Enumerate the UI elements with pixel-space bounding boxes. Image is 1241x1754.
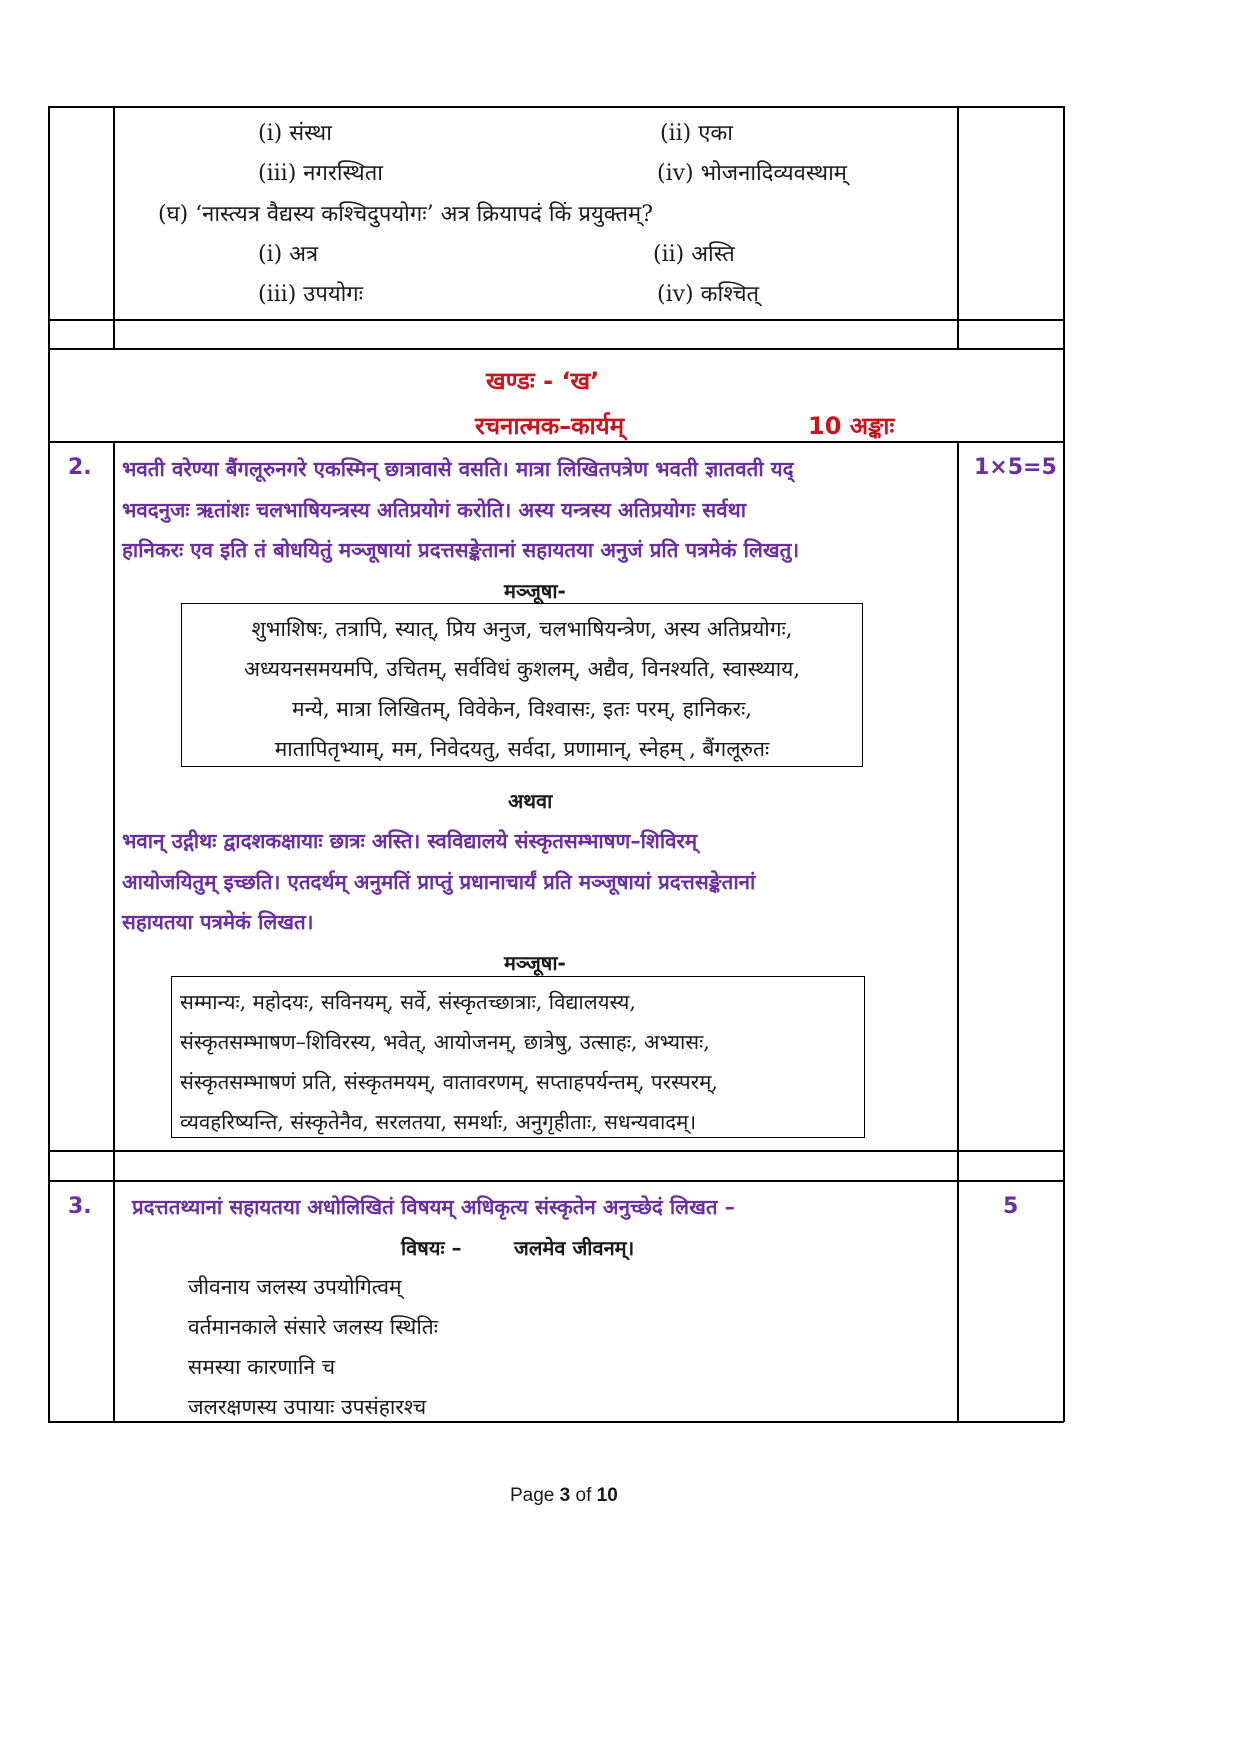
q2-line-1: भवती वरेण्या बैंगलूरुनगरे एकस्मिन् छात्रावासे वसति। मात्रा लिखितपत्रेण भवती ज्ञातवती यद् bbox=[122, 457, 794, 481]
q2-line-3: हानिकरः एव इति तं बोधयितुं मञ्जूषायां प्रदत्तसङ्केतानां सहायतया अनुजं प्रति पत्रमेकं लिखतु। bbox=[122, 538, 800, 562]
question-gha: (घ) ‘नास्त्यत्र वैद्यस्य कश्चिदुपयोगः’ अत्र क्रियापदं किं प्रयुक्तम्? bbox=[158, 202, 653, 227]
q2-line-2: भवदनुजः ऋतांशः चलभाषियन्त्रस्य अतिप्रयोगं करोति। अस्य यन्त्रस्य अतिप्रयोगः सर्वथा bbox=[122, 498, 747, 522]
table-border-right bbox=[1063, 106, 1065, 1422]
or-label: अथवा bbox=[508, 789, 553, 813]
q3-point-3: समस्या कारणानि च bbox=[188, 1355, 336, 1379]
box2-line-1: सम्मान्यः, महोदयः, सविनयम्, सर्वे, संस्कृतच्छात्राः, विद्यालयस्य, bbox=[180, 990, 636, 1014]
option-d-1: (i) अत्र bbox=[258, 242, 319, 267]
option-d-2: (ii) अस्ति bbox=[653, 242, 735, 267]
q2-alt-line-1: भवान् उद्गीथः द्वादशकक्षायाः छात्रः अस्ति। स्वविद्यालये संस्कृतसम्भाषण–शिविरम् bbox=[122, 829, 698, 853]
row-sep-1 bbox=[48, 319, 1064, 321]
box2-line-4: व्यवहरिष्यन्ति, संस्कृतेनैव, सरलतया, समर्थाः, अनुगृहीताः, सधन्यवादम्। bbox=[180, 1110, 697, 1134]
option-d-3: (iii) उपयोगः bbox=[258, 282, 364, 307]
box1-line-4: मातापितृभ्याम्, मम, निवेदयतु, सर्वदा, प्रणामान्, स्नेहम् , बैंगलूरुतः bbox=[274, 737, 770, 761]
q3-topic-label: विषयः – bbox=[401, 1236, 462, 1260]
q3-prompt: प्रदत्ततथ्यानां सहायतया अधोलिखितं विषयम् अधिकृत्य संस्कृतेन अनुच्छेदं लिखत – bbox=[132, 1195, 735, 1219]
option-c-4: (iv) भोजनादिव्यवस्थाम् bbox=[657, 161, 847, 186]
q2-number: 2. bbox=[68, 455, 92, 480]
q3-point-4: जलरक्षणस्य उपायाः उपसंहारश्च bbox=[188, 1395, 427, 1419]
row-sep-2 bbox=[48, 348, 1064, 350]
section-marks: 10 अङ्काः bbox=[808, 412, 895, 440]
row-sep-4 bbox=[48, 1150, 1064, 1152]
footer-total: 10 bbox=[596, 1485, 618, 1506]
q2-alt-line-2: आयोजयितुम् इच्छति। एतदर्थम् अनुमतिं प्राप्तुं प्रधानाचार्यं प्रति मञ्जूषायां प्रदत्तसङ्केतानां bbox=[122, 870, 756, 894]
col-sep-1b bbox=[113, 441, 115, 1422]
col-sep-2a bbox=[957, 106, 959, 349]
footer-page-num: 3 bbox=[559, 1485, 571, 1506]
col-sep-1a bbox=[113, 106, 115, 349]
q3-marks: 5 bbox=[1003, 1194, 1019, 1219]
box2-title: मञ्जूषा- bbox=[504, 951, 566, 975]
q3-point-2: वर्तमानकाले संसारे जलस्य स्थितिः bbox=[188, 1315, 438, 1339]
box2-line-2: संस्कृतसम्भाषण–शिविरस्य, भवेत्, आयोजनम्, छात्रेषु, उत्साहः, अभ्यासः, bbox=[180, 1030, 710, 1054]
section-subtitle: रचनात्मक–कार्यम् bbox=[475, 412, 625, 440]
q2-alt-line-3: सहायतया पत्रमेकं लिखत। bbox=[122, 910, 314, 934]
box1-line-1: शुभाशिषः, तत्रापि, स्यात्, प्रिय अनुज, चलभाषियन्त्रेण, अस्य अतिप्रयोगः, bbox=[251, 617, 793, 641]
table-border-left bbox=[48, 106, 50, 1422]
box1-line-2: अध्ययनसमयमपि, उचितम्, सर्वविधं कुशलम्, अद्यैव, विनश्यति, स्वास्थ्याय, bbox=[243, 657, 800, 681]
table-border-bottom bbox=[48, 1421, 1064, 1423]
option-d-4: (iv) कश्चित् bbox=[657, 282, 760, 307]
row-sep-5 bbox=[48, 1180, 1064, 1182]
q3-point-1: जीवनाय जलस्य उपयोगित्वम् bbox=[188, 1275, 402, 1299]
table-border-top bbox=[48, 106, 1064, 108]
option-c-1: (i) संस्था bbox=[258, 121, 332, 146]
q3-topic: जलमेव जीवनम्। bbox=[514, 1236, 635, 1260]
box1-line-3: मन्ये, मात्रा लिखितम्, विवेकेन, विश्वासः, इतः परम्, हानिकरः, bbox=[292, 697, 752, 721]
option-c-2: (ii) एका bbox=[660, 121, 733, 146]
page-footer bbox=[510, 1485, 618, 1507]
footer-page-word: Page bbox=[510, 1485, 555, 1506]
col-sep-2b bbox=[957, 441, 959, 1422]
footer-of-word: of bbox=[575, 1485, 592, 1506]
box1-title: मञ्जूषा- bbox=[504, 579, 566, 603]
box2-line-3: संस्कृतसम्भाषणं प्रति, संस्कृतमयम्, वातावरणम्, सप्ताहपर्यन्तम्, परस्परम्, bbox=[180, 1070, 718, 1094]
q2-marks: 1×5=5 bbox=[974, 455, 1057, 480]
option-c-3: (iii) नगरस्थिता bbox=[258, 161, 383, 186]
section-title: खण्डः - ‘ख’ bbox=[486, 367, 600, 395]
q3-number: 3. bbox=[68, 1194, 92, 1219]
